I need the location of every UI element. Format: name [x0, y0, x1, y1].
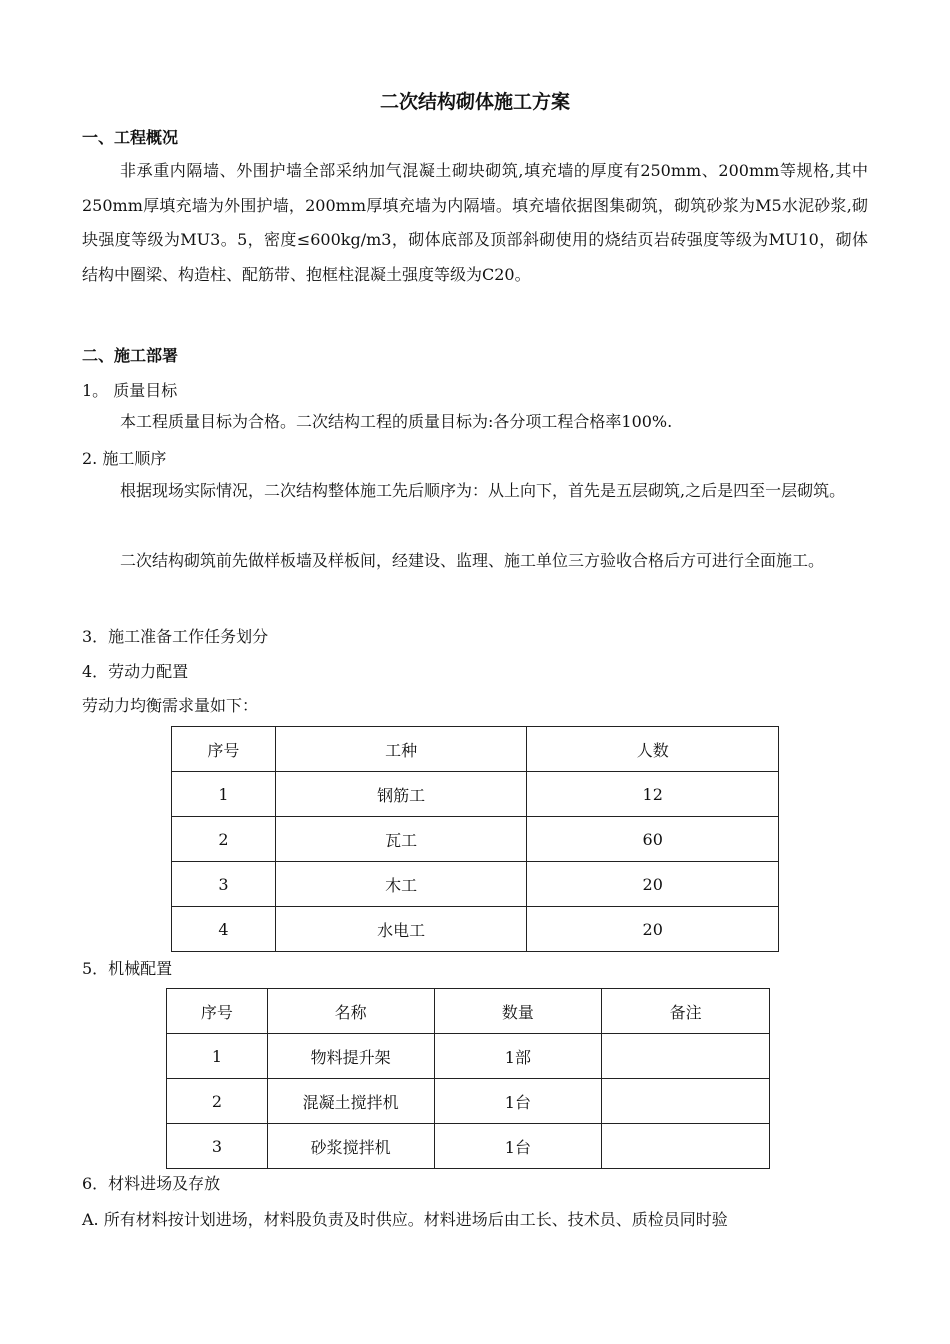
table-cell: 2: [167, 1079, 268, 1124]
labor-table: [171, 726, 779, 952]
table-cell: [602, 1124, 770, 1169]
table-cell: 20: [527, 907, 779, 952]
table-cell: 1: [172, 772, 276, 817]
item-construction-sequence: 2. 施工顺序: [82, 449, 167, 468]
item-quality-goal: 1。 质量目标: [82, 381, 178, 400]
table-cell: 1部: [434, 1034, 602, 1079]
machinery-table: [166, 988, 770, 1169]
table-cell: 木工: [275, 862, 527, 907]
table-header-row: [172, 727, 779, 772]
table-header-cell: 序号: [167, 989, 268, 1034]
table-cell: 1台: [434, 1079, 602, 1124]
table-header-cell: 数量: [434, 989, 602, 1034]
labor-intro: 劳动力均衡需求量如下：: [82, 696, 259, 715]
quality-goal-text: 本工程质量目标为合格。二次结构工程的质量目标为:各分项工程合格率100%.: [120, 412, 673, 431]
sequence-paragraph-2: 二次结构砌筑前先做样板墙及样板间，经建设、监理、施工单位三方验收合格后方可进行全面施工。: [120, 551, 825, 570]
table-cell: 20: [527, 862, 779, 907]
item-preparation-tasks: 3．施工准备工作任务划分: [82, 627, 269, 646]
table-cell: 3: [172, 862, 276, 907]
table-row: [172, 907, 779, 952]
table-header-cell: 工种: [275, 727, 527, 772]
table-row: [167, 1079, 770, 1124]
table-row: [172, 862, 779, 907]
table-cell: 砂浆搅拌机: [267, 1124, 434, 1169]
table-cell: 钢筋工: [275, 772, 527, 817]
table-cell: 水电工: [275, 907, 527, 952]
table-cell: 2: [172, 817, 276, 862]
table-row: [167, 1034, 770, 1079]
sequence-paragraph-1: 根据现场实际情况，二次结构整体施工先后顺序为：从上向下，首先是五层砌筑,之后是四至一层砌筑。: [120, 481, 846, 500]
item-machinery: 5．机械配置: [82, 959, 173, 978]
section-heading-deployment: 二、施工部署: [82, 346, 179, 365]
table-header-cell: 人数: [527, 727, 779, 772]
table-cell: 1: [167, 1034, 268, 1079]
table-cell: 瓦工: [275, 817, 527, 862]
table-cell: 60: [527, 817, 779, 862]
section-heading-overview: 一、工程概况: [82, 128, 179, 147]
item-materials: 6．材料进场及存放: [82, 1174, 221, 1193]
table-cell: 1台: [434, 1124, 602, 1169]
table-cell: [602, 1034, 770, 1079]
table-row: [167, 1124, 770, 1169]
table-header-cell: 序号: [172, 727, 276, 772]
item-labor-allocation: 4．劳动力配置: [82, 662, 189, 681]
table-header-cell: 名称: [267, 989, 434, 1034]
table-header-row: [167, 989, 770, 1034]
table-cell: 3: [167, 1124, 268, 1169]
table-cell: 12: [527, 772, 779, 817]
table-row: [172, 772, 779, 817]
table-cell: 物料提升架: [267, 1034, 434, 1079]
materials-point-a: A. 所有材料按计划进场，材料股负责及时供应。材料进场后由工长、技术员、质检员同时验: [82, 1210, 728, 1229]
table-cell: 4: [172, 907, 276, 952]
overview-paragraph: 非承重内隔墙、外围护墙全部采纳加气混凝土砌块砌筑,填充墙的厚度有250mm、200mm等规格,其中250mm厚填充墙为外围护墙，200mm厚填充墙为内隔墙。填充墙依据图集砌筑，砌筑砂浆为M5水泥砂浆,砌块强度等级为MU3。5，密度≤600kg/m3，砌体底部及顶部斜砌使用的烧结页岩砖强度等级为MU10，砌体结构中圈梁、构造柱、配筋带、抱框柱混凝土强度等级为C20。: [82, 161, 868, 284]
table-cell: [602, 1079, 770, 1124]
table-cell: 混凝土搅拌机: [267, 1079, 434, 1124]
document-title: 二次结构砌体施工方案: [379, 91, 570, 113]
table-header-cell: 备注: [602, 989, 770, 1034]
table-row: [172, 817, 779, 862]
